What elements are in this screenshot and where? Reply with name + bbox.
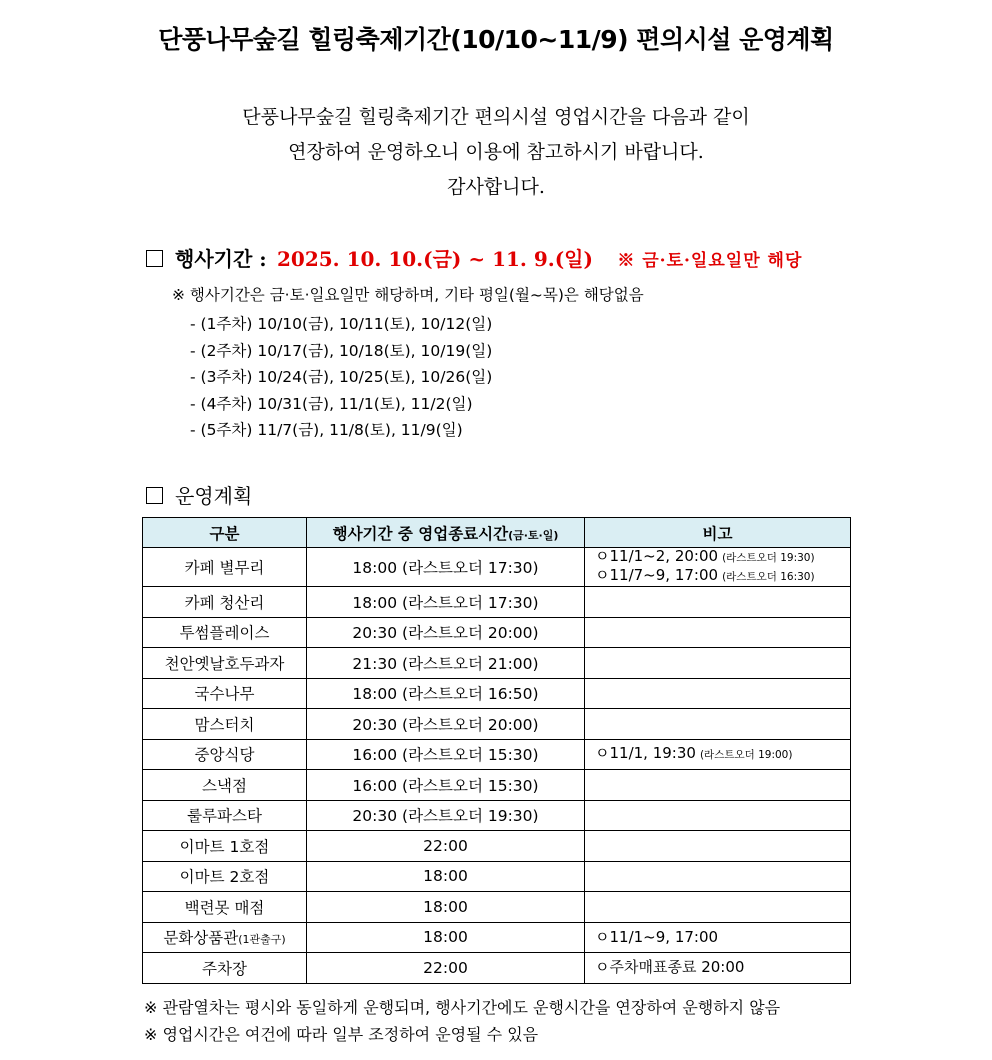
week-item: - (1주차) 10/10(금), 10/11(토), 10/12(일) [190, 315, 493, 333]
remark-small: (라스트오더 19:00) [699, 748, 793, 761]
table-row [143, 770, 851, 801]
remark [585, 892, 851, 923]
table-row [143, 831, 851, 862]
remark [585, 861, 851, 892]
facility-name: 천안옛날호두과자 [143, 648, 307, 679]
facility-name: 맘스터치 [143, 709, 307, 740]
facility-name: 룰루파스타 [143, 800, 307, 831]
intro-line: 단풍나무숲길 힐링축제기간 편의시설 영업시간을 다음과 같이 [242, 106, 750, 128]
facility-name: 카페 청산리 [143, 587, 307, 618]
remark-text: ㅇ11/1~2, 20:00 [595, 547, 719, 565]
week-item: - (5주차) 11/7(금), 11/8(토), 11/9(일) [190, 421, 463, 439]
facility-name [143, 922, 307, 953]
facility-name: 이마트 1호점 [143, 831, 307, 862]
table-row [143, 587, 851, 618]
table-row [143, 922, 851, 953]
remark-small: (라스트오더 19:30) [722, 552, 815, 564]
remark [585, 739, 851, 770]
table-row [143, 739, 851, 770]
closing-time: 18:00 (라스트오더 17:30) [307, 587, 585, 618]
closing-time: 20:30 (라스트오더 20:00) [307, 617, 585, 648]
facility-name: 스낵점 [143, 770, 307, 801]
remark [585, 648, 851, 679]
footer-note: ※ 영업시간은 여건에 따라 일부 조정하여 운영될 수 있음 [144, 1025, 539, 1044]
intro-line: 감사합니다. [447, 176, 545, 198]
footer-note: ※ 관람열차는 평시와 동일하게 운행되며, 행사기간에도 운행시간을 연장하여 운행하지 않음 [144, 998, 781, 1017]
table-row [143, 678, 851, 709]
header-remarks: 비고 [585, 518, 851, 548]
week-item: - (4주차) 10/31(금), 11/1(토), 11/2(일) [190, 394, 473, 413]
checkbox-icon [146, 250, 163, 267]
facility-name: 국수나무 [143, 678, 307, 709]
closing-time: 16:00 (라스트오더 15:30) [307, 770, 585, 801]
table-row [143, 953, 851, 984]
intro-line: 연장하여 운영하오니 이용에 참고하시기 바랍니다. [288, 141, 704, 163]
remark [585, 678, 851, 709]
table-row [143, 892, 851, 923]
table-row [143, 548, 851, 587]
facility-name: 카페 별무리 [143, 548, 307, 587]
header-closing-time-sub: (금·토·일) [508, 528, 559, 542]
table-row [143, 648, 851, 679]
closing-time: 18:00 (라스트오더 17:30) [307, 548, 585, 587]
weekend-only-note: ※ 금·토·일요일만 해당 [617, 251, 803, 271]
closing-time: 18:00 (라스트오더 16:50) [307, 678, 585, 709]
page-title: 단풍나무숲길 힐링축제기간(10/10~11/9) 편의시설 운영계획 [158, 25, 834, 54]
header-category: 구분 [143, 518, 307, 548]
facility-name: 이마트 2호점 [143, 861, 307, 892]
facility-name: 주차장 [143, 953, 307, 984]
closing-time: 18:00 [307, 892, 585, 923]
table-header-row [143, 518, 851, 548]
remark [585, 548, 851, 587]
table-row [143, 800, 851, 831]
table-row [143, 861, 851, 892]
closing-time: 20:30 (라스트오더 19:30) [307, 800, 585, 831]
week-item: - (2주차) 10/17(금), 10/18(토), 10/19(일) [190, 341, 493, 360]
table-row [143, 617, 851, 648]
event-period-dates: 2025. 10. 10.(금) ~ 11. 9.(일) [277, 247, 593, 271]
remark [585, 831, 851, 862]
facility-name: 백련못 매점 [143, 892, 307, 923]
operation-table [142, 517, 851, 984]
event-period-note: ※ 행사기간은 금·토·일요일만 해당하며, 기타 평일(월~목)은 해당없음 [172, 286, 644, 304]
remark: ㅇ주차매표종료 20:00 [585, 953, 851, 984]
facility-name-text: 문화상품관 [163, 929, 239, 948]
week-item: - (3주차) 10/24(금), 10/25(토), 10/26(일) [190, 368, 493, 386]
remark [585, 770, 851, 801]
remark [585, 617, 851, 648]
remark [585, 800, 851, 831]
closing-time: 16:00 (라스트오더 15:30) [307, 739, 585, 770]
operation-plan-heading [146, 480, 252, 509]
remark: ㅇ11/1~9, 17:00 [585, 922, 851, 953]
footer-notes [144, 994, 780, 1048]
closing-time: 18:00 [307, 861, 585, 892]
facility-name-sub: (1관출구) [238, 933, 286, 947]
facility-name: 중앙식당 [143, 739, 307, 770]
week-list [190, 311, 492, 444]
closing-time: 21:30 (라스트오더 21:00) [307, 648, 585, 679]
closing-time: 22:00 [307, 831, 585, 862]
event-period-heading [146, 243, 802, 272]
facility-name: 투썸플레이스 [143, 617, 307, 648]
closing-time: 20:30 (라스트오더 20:00) [307, 709, 585, 740]
remark-small: (라스트오더 16:30) [722, 571, 815, 583]
operation-plan-label: 운영계획 [175, 484, 253, 508]
header-closing-time [307, 518, 585, 548]
intro-text [0, 100, 992, 205]
table-row [143, 709, 851, 740]
closing-time: 18:00 [307, 922, 585, 953]
remark [585, 587, 851, 618]
event-period-label: 행사기간 : [175, 247, 267, 271]
remark-text: ㅇ11/7~9, 17:00 [595, 566, 719, 584]
remark [585, 709, 851, 740]
closing-time: 22:00 [307, 953, 585, 984]
remark-text: ㅇ11/1, 19:30 [595, 743, 696, 762]
checkbox-icon [146, 487, 163, 504]
header-closing-time-label: 행사기간 중 영업종료시간 [332, 524, 509, 543]
